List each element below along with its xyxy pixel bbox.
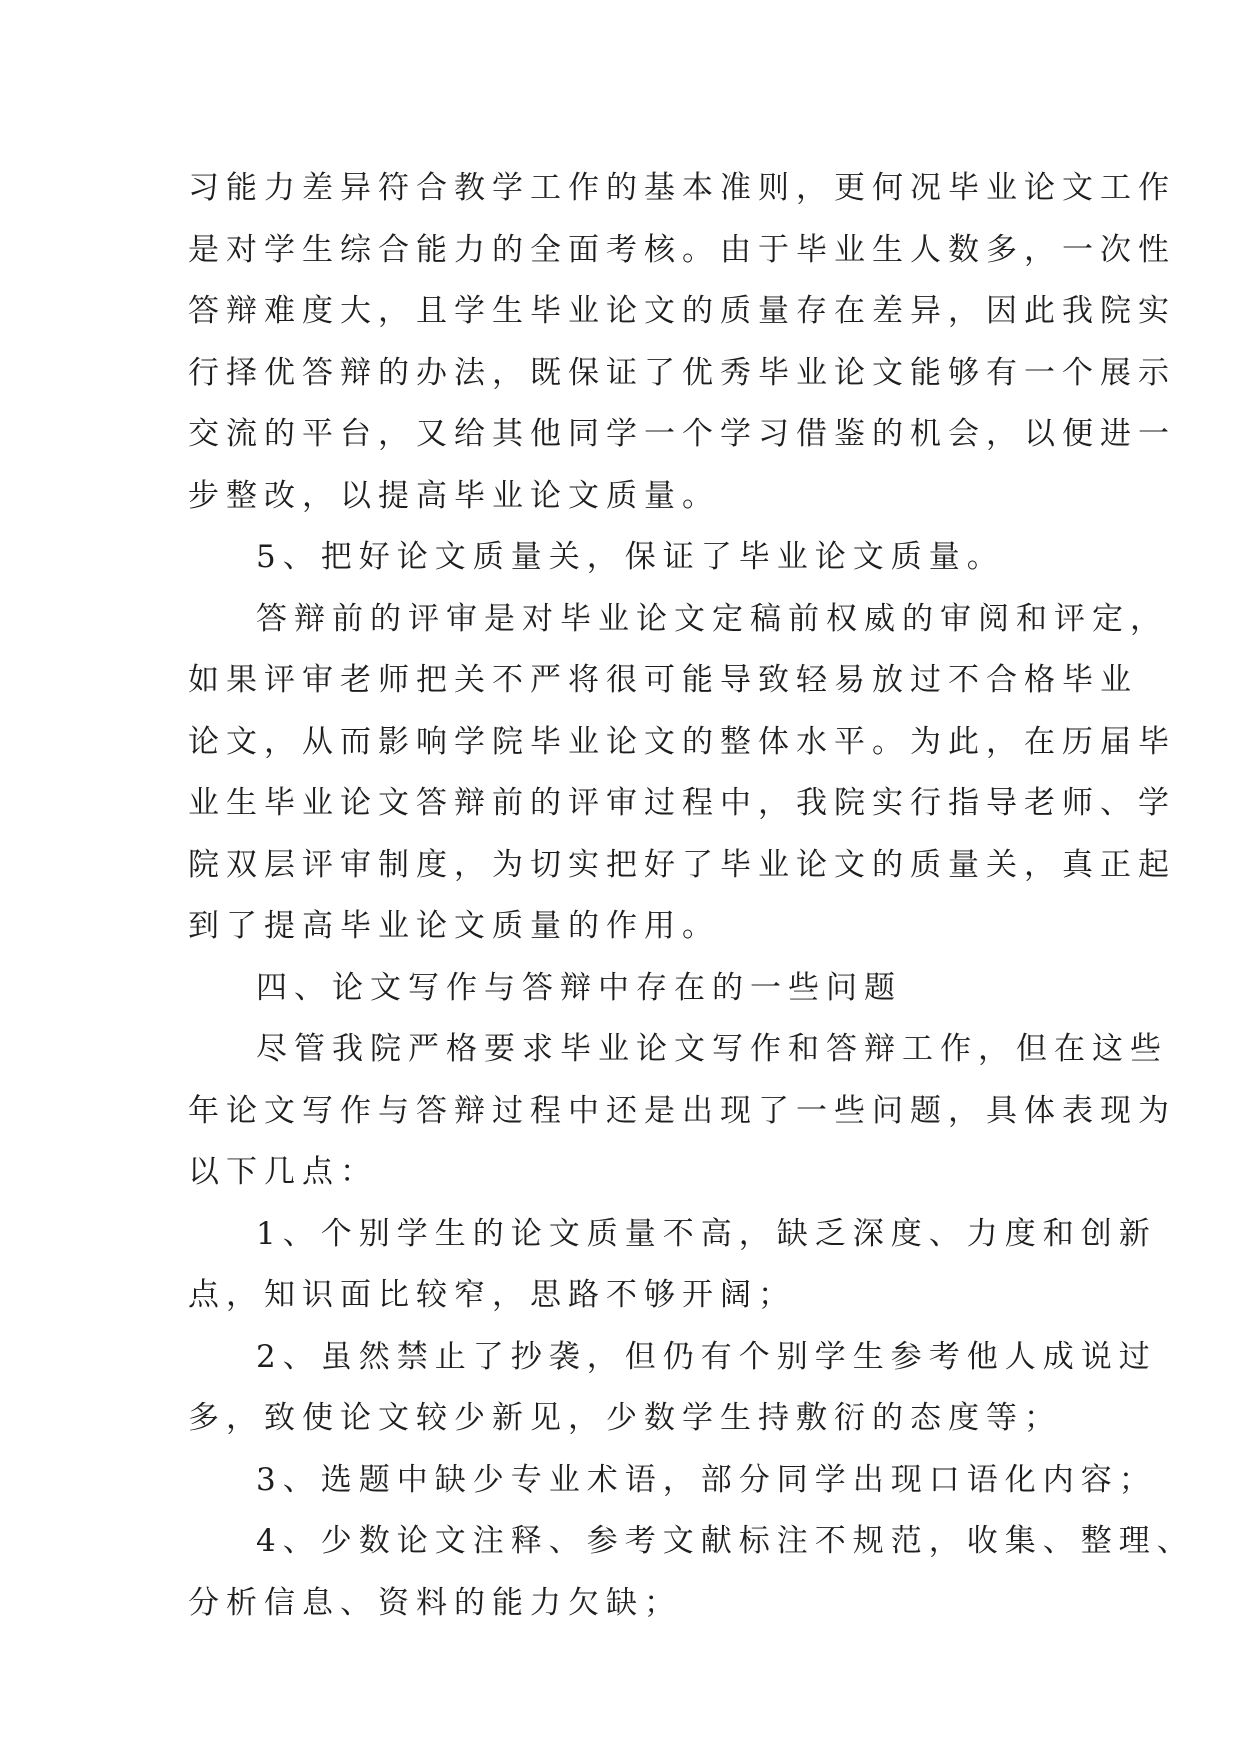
text-line: 业生毕业论文答辩前的评审过程中，我院实行指导老师、学 [188,785,1176,821]
text-line: 尽管我院严格要求毕业论文写作和答辩工作，但在这些 [256,1031,1168,1067]
text-line: 如果评审老师把关不严将很可能导致轻易放过不合格毕业 [188,662,1138,698]
text-line: 习能力差异符合教学工作的基本准则，更何况毕业论文工作 [188,170,1176,206]
list-item: 4、少数论文注释、参考文献标注不规范，收集、整理、 [256,1523,1195,1559]
document-body [188,158,1195,1634]
text-line: 步整改，以提高毕业论文质量。 [188,477,720,514]
list-item: 2、虽然禁止了抄袭，但仍有个别学生参考他人成说过 [256,1338,1157,1375]
section-heading: 四、论文写作与答辩中存在的一些问题 [256,969,902,1006]
text-line: 分析信息、资料的能力欠缺； [188,1584,682,1621]
text-line: 多，致使论文较少新见，少数学生持敷衍的态度等； [188,1400,1062,1436]
text-line: 院双层评审制度，为切实把好了毕业论文的质量关，真正起 [188,846,1176,883]
text-line: 年论文写作与答辩过程中还是出现了一些问题，具体表现为 [188,1092,1176,1129]
text-line: 点，知识面比较窄，思路不够开阔； [188,1277,796,1313]
list-item: 1、个别学生的论文质量不高，缺乏深度、力度和创新 [256,1215,1157,1252]
list-item: 3、选题中缺少专业术语，部分同学出现口语化内容； [256,1461,1157,1498]
text-line: 以下几点： [188,1154,378,1190]
text-line: 答辩难度大，且学生毕业论文的质量存在差异，因此我院实 [188,293,1176,329]
text-line: 交流的平台，又给其他同学一个学习借鉴的机会，以便进一 [188,416,1176,452]
text-line: 答辩前的评审是对毕业论文定稿前权威的审阅和评定， [256,600,1168,637]
text-line: 论文，从而影响学院毕业论文的整体水平。为此，在历届毕 [188,723,1176,760]
text-line: 到了提高毕业论文质量的作用。 [188,908,720,944]
text-line: 5、把好论文质量关，保证了毕业论文质量。 [256,539,1005,575]
text-line: 行择优答辩的办法，既保证了优秀毕业论文能够有一个展示 [188,354,1176,391]
text-line: 是对学生综合能力的全面考核。由于毕业生人数多，一次性 [188,231,1176,268]
